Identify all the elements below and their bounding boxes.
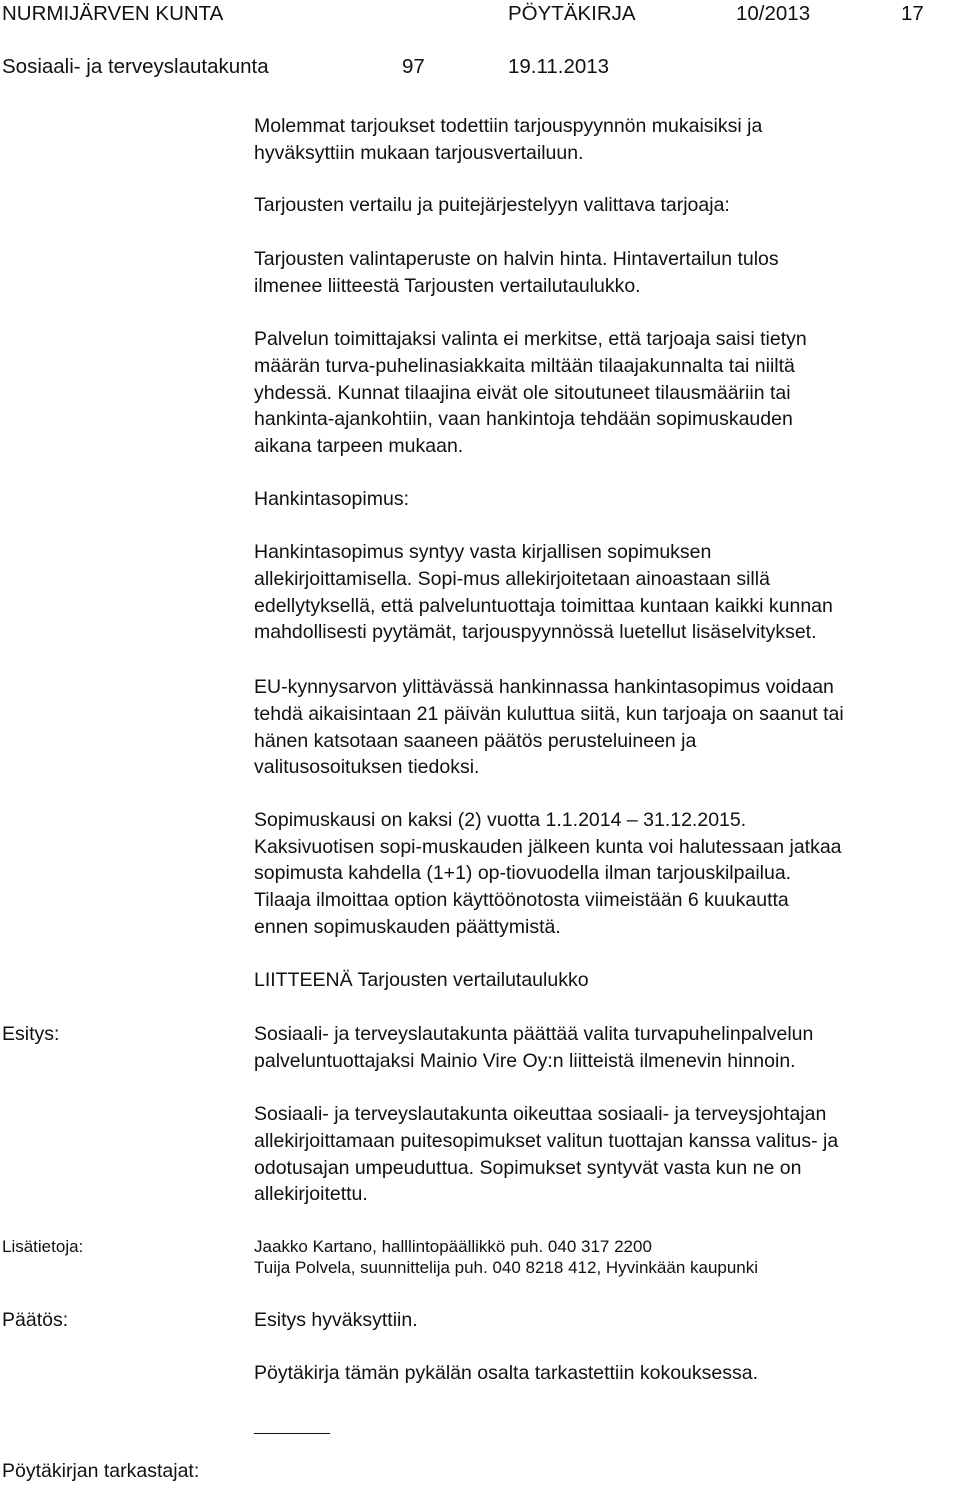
text-line: yhdessä. Kunnat tilaajina eivät ole sitoutuneet tilausmääriin tai <box>254 382 791 404</box>
info-label: Lisätietoja: <box>2 1237 84 1256</box>
subheading-comparison: Tarjousten vertailu ja puitejärjestelyyn valittava tarjoaja: <box>254 194 730 216</box>
subheading-procurement-contract: Hankintasopimus: <box>254 488 409 510</box>
info-contact-2: Tuija Polvela, suunnittelija puh. 040 8218 412, Hyvinkään kaupunki <box>254 1258 759 1277</box>
section-number: 97 <box>402 55 425 78</box>
text-line: Kaksivuotisen sopi-muskauden jälkeen kunta voi halutessaan jatkaa <box>254 836 842 858</box>
text-line: Molemmat tarjoukset todettiin tarjouspyynnön mukaisiksi ja <box>254 115 763 137</box>
proposal-label: Esitys: <box>2 1023 60 1045</box>
reviewers-label: Pöytäkirjan tarkastajat: <box>2 1460 200 1482</box>
document-type: PÖYTÄKIRJA <box>508 2 636 25</box>
decision-text: Esitys hyväksyttiin. <box>254 1309 418 1331</box>
text-line: sopimusta kahdella (1+1) op-tiovuodella ilman tarjouskilpailua. <box>254 862 792 884</box>
text-line: Hankintasopimus syntyy vasta kirjallisen sopimuksen <box>254 541 712 563</box>
text-line: tehdä aikaisintaan 21 päivän kuluttua siitä, kun tarjoaja on saanut tai <box>254 703 844 725</box>
text-line: allekirjoittamaan puitesopimukset valitun tuottajan kanssa valitus- ja <box>254 1130 839 1152</box>
text-line: Sosiaali- ja terveyslautakunta päättää valita turvapuhelinpalvelun <box>254 1023 814 1045</box>
attachment-note: LIITTEENÄ Tarjousten vertailutaulukko <box>254 969 589 991</box>
text-line: Tarjousten valintaperuste on halvin hinta. Hintavertailun tulos <box>254 248 779 270</box>
text-line: hankinta-ajankohtiin, vaan hankintoja tehdään sopimuskauden <box>254 408 793 430</box>
text-line: odotusajan umpeuduttua. Sopimukset syntyvät vasta kun ne on <box>254 1157 802 1179</box>
text-line: mahdollisesti pyytämät, tarjouspyynnössä luetellut lisäselvitykset. <box>254 621 817 643</box>
decision-label: Päätös: <box>2 1309 69 1331</box>
text-line: ennen sopimuskauden päättymistä. <box>254 916 561 938</box>
text-line: hyväksyttiin mukaan tarjousvertailuun. <box>254 142 584 164</box>
text-line: määrän turva-puhelinasiakkaita miltään tilaajakunnalta tai niiltä <box>254 355 795 377</box>
text-line: hänen katsotaan saaneen päätös perusteluineen ja <box>254 730 697 752</box>
signature-line <box>254 1433 330 1434</box>
info-contact-1: Jaakko Kartano, halllintopäällikkö puh. 040 317 2200 <box>254 1237 652 1256</box>
text-line: ilmenee liitteestä Tarjousten vertailutaulukko. <box>254 275 641 297</box>
page-number: 17 <box>901 2 924 25</box>
text-line: aikana tarpeen mukaan. <box>254 435 464 457</box>
document-number: 10/2013 <box>736 2 811 25</box>
review-note: Pöytäkirja tämän pykälän osalta tarkastettiin kokouksessa. <box>254 1362 759 1384</box>
text-line: valitusosoituksen tiedoksi. <box>254 756 480 778</box>
board-name: Sosiaali- ja terveyslautakunta <box>2 55 269 78</box>
text-line: Tilaaja ilmoittaa option käyttöönotosta viimeistään 6 kuukautta <box>254 889 789 911</box>
text-line: edellytyksellä, että palveluntuottaja toimittaa kuntaan kaikki kunnan <box>254 595 833 617</box>
text-line: allekirjoittamisella. Sopi-mus allekirjoitetaan ainoastaan sillä <box>254 568 770 590</box>
text-line: Sosiaali- ja terveyslautakunta oikeuttaa sosiaali- ja terveysjohtajan <box>254 1103 827 1125</box>
text-line: palveluntuottajaksi Mainio Vire Oy:n liitteistä ilmenevin hinnoin. <box>254 1050 796 1072</box>
text-line: Sopimuskausi on kaksi (2) vuotta 1.1.2014 – 31.12.2015. <box>254 809 747 831</box>
text-line: Palvelun toimittajaksi valinta ei merkitse, että tarjoaja saisi tietyn <box>254 328 807 350</box>
text-line: allekirjoitettu. <box>254 1183 368 1205</box>
municipality-name: NURMIJÄRVEN KUNTA <box>2 2 224 25</box>
meeting-date: 19.11.2013 <box>508 55 610 78</box>
text-line: EU-kynnysarvon ylittävässä hankinnassa hankintasopimus voidaan <box>254 676 834 698</box>
